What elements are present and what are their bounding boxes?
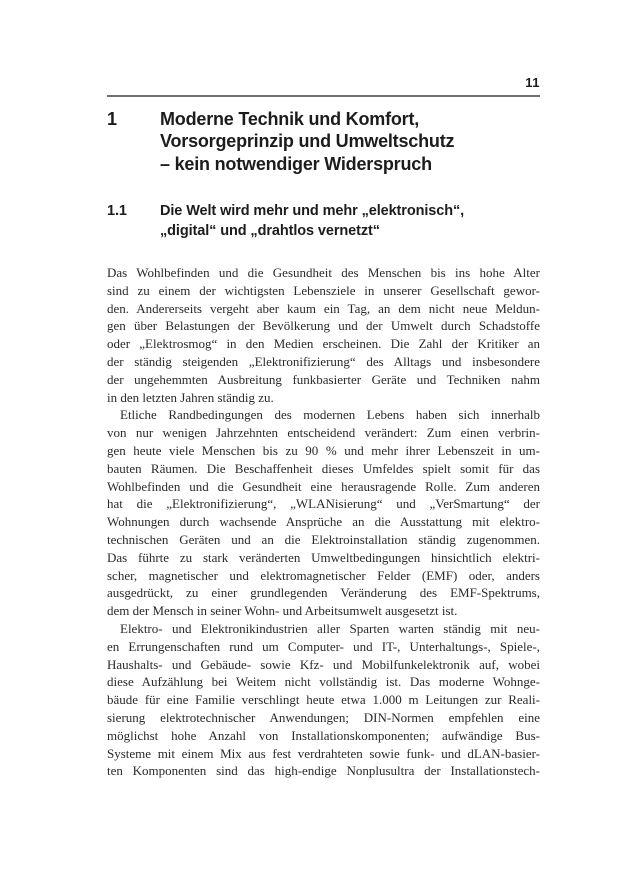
paragraph bbox=[107, 264, 540, 406]
section-title-line: Die Welt wird mehr und mehr „elektronisch“, bbox=[160, 203, 465, 219]
paragraph-line: sind zu einem der wichtigsten Lebensziele in unserer Gesellschaft gewor- bbox=[107, 282, 540, 298]
paragraph-line: scher, magnetischer und elektromagnetischer Felder (EMF) oder, anders bbox=[107, 567, 540, 583]
paragraph-line: der ständig steigenden „Elektronifizierung“ des Alltags und insbesondere bbox=[107, 353, 540, 369]
section-title bbox=[160, 201, 587, 241]
paragraph bbox=[107, 406, 540, 620]
paragraph-line: in den letzten Jahren ständig zu. bbox=[107, 389, 274, 405]
section-heading bbox=[107, 201, 587, 241]
paragraph-line: sierung elektrotechnischer Anwendungen; DIN-Normen empfehlen eine bbox=[107, 709, 540, 725]
paragraph-line: oder „Elektrosmog“ in den Medien erscheinen. Die Zahl der Kritiker an bbox=[107, 336, 540, 352]
paragraph-line: Elektro- und Elektronikindustrien aller Sparten warten ständig mit neu- bbox=[120, 620, 540, 636]
page-header bbox=[107, 74, 540, 97]
paragraph-line: möglichst hohe Anzahl von Installationskomponenten; aufwändige Bus- bbox=[107, 727, 540, 743]
section-number: 1.1 bbox=[107, 203, 127, 219]
paragraph-line: Das führte zu stark veränderten Umweltbedingungen hinsichtlich elektri- bbox=[107, 549, 540, 565]
paragraph-line: Systeme mit einem Mix aus fest verdrahteten sowie funk- und dLAN-basier- bbox=[107, 745, 540, 761]
section-title-line: „digital“ und „drahtlos vernetzt“ bbox=[160, 223, 380, 239]
paragraph-line: Das Wohlbefinden und die Gesundheit des Menschen bis ins hohe Alter bbox=[107, 265, 540, 280]
paragraph-line: gen heute viele Menschen bis zu 90 % und mehr ihrer Lebenszeit in um- bbox=[107, 442, 540, 458]
paragraph-line: der ungehemmten Ausbreitung funkbasierter Geräte und Techniken nahm bbox=[107, 371, 540, 387]
chapter-number: 1 bbox=[107, 109, 117, 129]
paragraph-line: Wohnungen durch wachsende Ansprüche an die Ausstattung mit elektro- bbox=[107, 514, 540, 530]
paragraph-line: en Errungenschaften rund um Computer- und IT-, Unterhaltungs-, Spiele-, bbox=[107, 638, 540, 654]
paragraph-line: Haushalts- und Gebäude- sowie Kfz- und Mobilfunkelektronik auf, wobei bbox=[107, 656, 540, 672]
chapter-title-line: – kein notwendiger Widerspruch bbox=[160, 153, 432, 174]
body-text bbox=[107, 264, 540, 780]
paragraph-line: technischen Geräten und an die Elektroinstallation ständig zugenommen. bbox=[107, 531, 540, 547]
paragraph-line: bauten Räumen. Die Beschaffenheit dieses Umfeldes spielt somit für das bbox=[107, 460, 540, 476]
paragraph-line: diese Aufzählung bei Weitem nicht vollständig ist. Das moderne Wohnge- bbox=[107, 674, 540, 690]
paragraph bbox=[107, 620, 540, 780]
paragraph-line: Etliche Randbedingungen des modernen Lebens haben sich innerhalb bbox=[120, 407, 540, 423]
chapter-title-line: Moderne Technik und Komfort, bbox=[160, 109, 420, 129]
paragraph-line: ten Komponenten sind das high-endige Nonplusultra der Installationstech- bbox=[107, 763, 540, 779]
chapter-heading bbox=[107, 108, 587, 175]
paragraph-line: bäude für eine Familie verschlingt heute etwa 1.000 m Leitungen zur Reali- bbox=[107, 692, 540, 708]
paragraph-line: gen über Belastungen der Bevölkerung und der Umwelt durch Schadstoffe bbox=[107, 318, 540, 334]
chapter-title bbox=[160, 108, 587, 175]
paragraph-line: ausgedrückt, zu einer grundlegenden Veränderung des EMF-Spektrums, bbox=[107, 585, 540, 601]
paragraph-line: hat die „Elektronifizierung“, „WLANisierung“ und „VerSmartung“ der bbox=[107, 496, 540, 512]
paragraph-line: Wohlbefinden und die Gesundheit eine herausragende Rolle. Zum anderen bbox=[107, 478, 540, 494]
paragraph-line: von nur wenigen Jahrzehnten entscheidend verändert: Zum einen verbrin- bbox=[107, 425, 540, 441]
page-number: 11 bbox=[525, 75, 540, 90]
chapter-title-line: Vorsorgeprinzip und Umweltschutz bbox=[160, 131, 455, 152]
paragraph-line: dem der Mensch in seiner Wohn- und Arbeitsumwelt ausgesetzt ist. bbox=[107, 603, 458, 619]
paragraph-line: den. Andererseits vergeht aber kaum ein Tag, an dem nicht neue Meldun- bbox=[107, 300, 540, 316]
